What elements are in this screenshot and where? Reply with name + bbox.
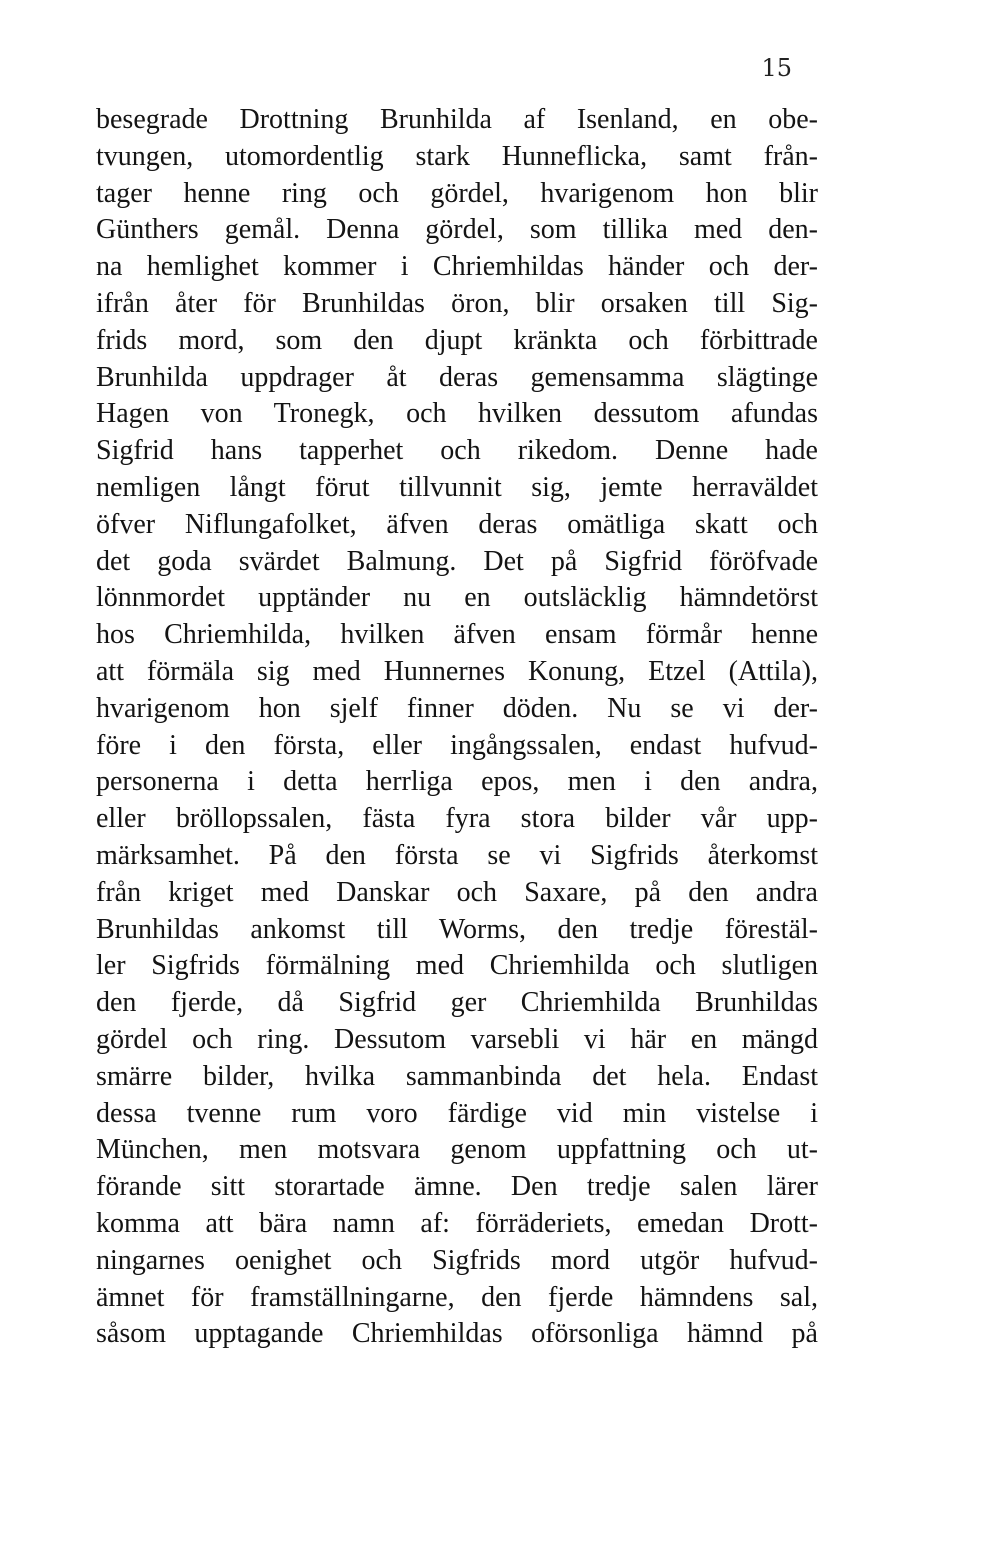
text-line: ler Sigfrids förmälning med Chriemhilda och slutligen bbox=[96, 950, 818, 982]
text-line: märksamhet. På den första se vi Sigfrids återkomst bbox=[96, 839, 818, 871]
text-line: gördel och ring. Dessutom varsebli vi här en mängd bbox=[96, 1023, 818, 1055]
text-line: na hemlighet kommer i Chriemhildas händer och der- bbox=[96, 251, 818, 283]
text-line: ämnet för framställningarne, den fjerde hämndens sal, bbox=[96, 1281, 818, 1313]
text-line: före i den första, eller ingångssalen, endast hufvud- bbox=[96, 729, 818, 761]
text-line: Sigfrid hans tapperhet och rikedom. Denne hade bbox=[96, 435, 818, 467]
text-line: från kriget med Danskar och Saxare, på den andra bbox=[96, 876, 818, 908]
text-line: tvungen, utomordentlig stark Hunneflicka, samt från- bbox=[96, 140, 818, 172]
text-line: dessa tvenne rum voro färdige vid min vistelse i bbox=[96, 1097, 818, 1129]
text-line: besegrade Drottning Brunhilda af Isenland, en obe- bbox=[96, 104, 818, 135]
text-line: Günthers gemål. Denna gördel, som tillika med den- bbox=[96, 214, 818, 246]
text-line: frids mord, som den djupt kränkta och förbittrade bbox=[96, 324, 818, 356]
text-line: Brunhilda uppdrager åt deras gemensamma slägtinge bbox=[96, 361, 818, 393]
text-line: förande sitt storartade ämne. Den tredje salen lärer bbox=[96, 1171, 818, 1203]
text-line: öfver Niflungafolket, äfven deras omätliga skatt och bbox=[96, 508, 818, 540]
text-line: personerna i detta herrliga epos, men i den andra, bbox=[96, 766, 818, 798]
text-line: lönnmordet upptänder nu en outsläcklig hämndetörst bbox=[96, 582, 818, 614]
text-line: komma att bära namn af: förräderiets, emedan Drott- bbox=[96, 1207, 818, 1239]
text-line: den fjerde, då Sigfrid ger Chriemhilda Brunhildas bbox=[96, 987, 818, 1019]
text-line: smärre bilder, hvilka sammanbinda det hela. Endast bbox=[96, 1060, 818, 1092]
page-number: 15 bbox=[761, 54, 792, 82]
text-line: att förmäla sig med Hunnernes Konung, Etzel (Attila), bbox=[96, 655, 818, 687]
text-line: München, men motsvara genom uppfattning och ut- bbox=[96, 1134, 818, 1166]
text-line: ningarnes oenighet och Sigfrids mord utgör hufvud- bbox=[96, 1244, 818, 1276]
text-line: det goda svärdet Balmung. Det på Sigfrid föröfvade bbox=[96, 545, 818, 577]
text-line: såsom upptagande Chriemhildas oförsonliga hämnd på bbox=[96, 1318, 818, 1350]
body-text bbox=[96, 102, 818, 1353]
text-line: hvarigenom hon sjelf finner döden. Nu se vi der- bbox=[96, 692, 818, 724]
text-line: Brunhildas ankomst till Worms, den tredje förestäl- bbox=[96, 913, 818, 945]
text-line: hos Chriemhilda, hvilken äfven ensam förmår henne bbox=[96, 619, 818, 651]
text-line: Hagen von Tronegk, och hvilken dessutom afundas bbox=[96, 398, 818, 430]
text-line: nemligen långt förut tillvunnit sig, jemte herraväldet bbox=[96, 471, 818, 503]
text-line: ifrån åter för Brunhildas öron, blir orsaken till Sig- bbox=[96, 287, 818, 319]
text-line: tager henne ring och gördel, hvarigenom hon blir bbox=[96, 177, 818, 209]
text-line: eller bröllopssalen, fästa fyra stora bilder vår upp- bbox=[96, 803, 818, 835]
